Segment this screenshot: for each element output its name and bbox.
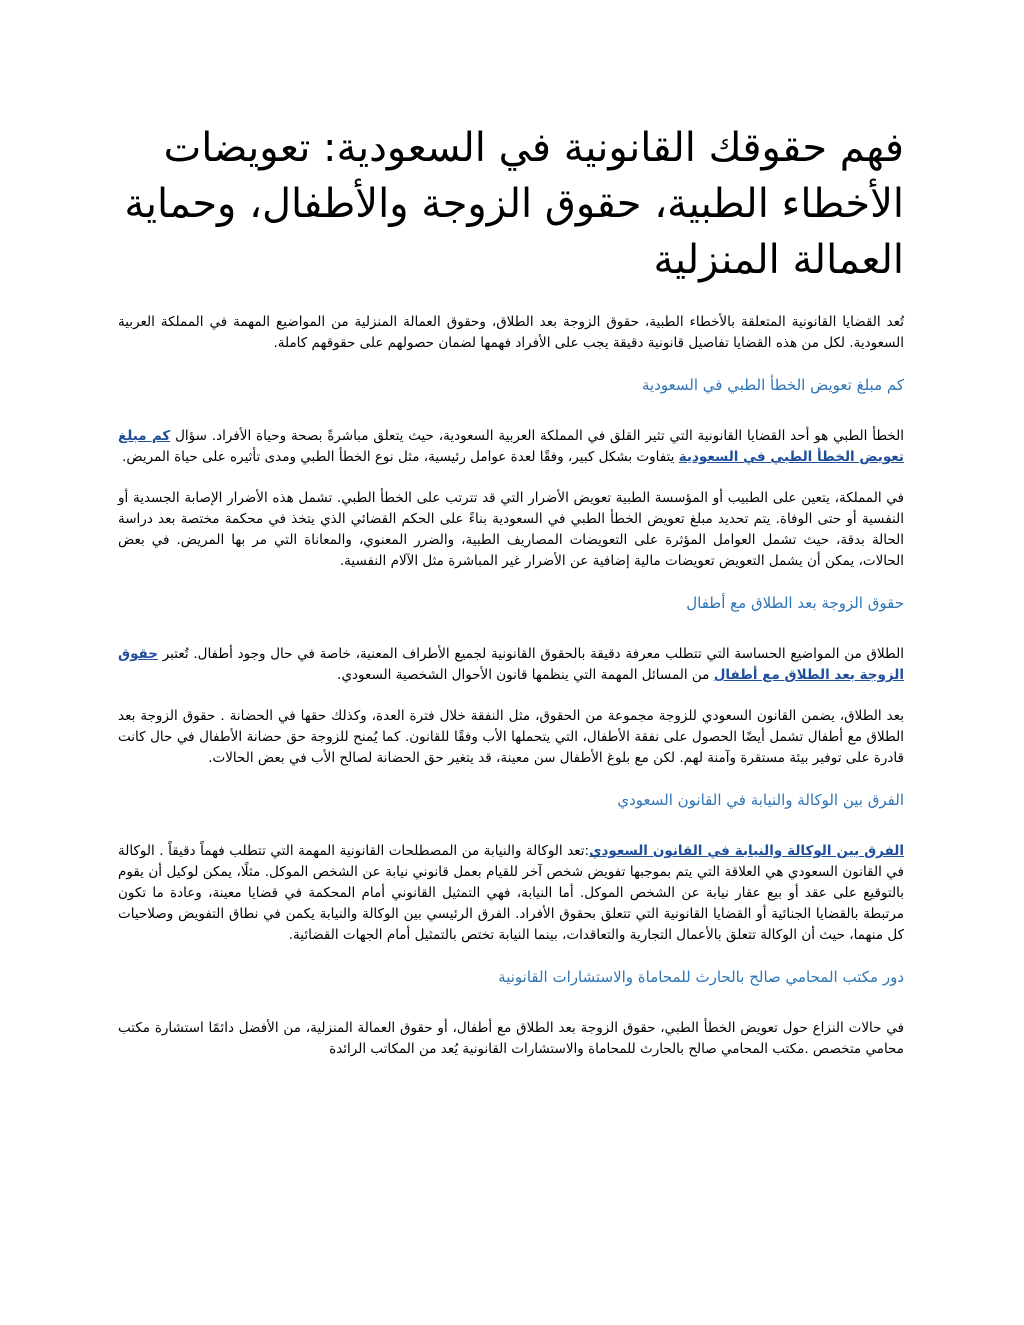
- section-paragraph: بعد الطلاق، يضمن القانون السعودي للزوجة مجموعة من الحقوق، مثل النفقة خلال فترة العدة، وكذلك حقها في الحضانة . حقوق الزوجة بعد الطلاق مع أطفال تشمل أيضًا الحصول على نفقة الأطفال، التي يتحملها الأب وفقًا للقانون. كما يُمنح للزوجة حق حضانة الأطفال في حال كانت قادرة على توفير بيئة مستقرة وآمنة لهم. لكن مع بلوغ الأطفال سن معينة، قد يتغير حق الحضانة لصالح الأب في بعض الحالات.: [118, 708, 904, 766]
- paragraph-text: :تعد الوكالة والنيابة من المصطلحات القانونية المهمة التي تتطلب فهماً دقيقاً . الوكالة في القانون السعودي هي العلاقة التي يتم بموجبها تفويض شخص آخر للقيام بعمل قانوني نيابة عن الشخص الموكل. مثلًا، يمكن لوكيل أن يقوم بالتوقيع على عقد أو بيع عقار نيابة عن الشخص الموكل. أما النيابة، فهي التمثيل القانوني أمام المحكمة في قضايا معينة، وعادة ما تكون مرتبطة بالقضايا الجنائية أو القضايا القانونية التي تتعلق بحقوق الأفراد. الفرق الرئيسي بين الوكالة والنيابة يكمن في نطاق التفويض وصلاحيات كل منهما، حيث أن الوكالة تتعلق بالأعمال التجارية والتعاقدات، بينما النيابة تختص بالتمثيل أمام الجهات القضائية.: [118, 843, 904, 943]
- link-medical-error-compensation[interactable]: كم مبلغ تعويض الخطأ الطبي في السعودية: [118, 428, 904, 465]
- section-heading-medical-error: كم مبلغ تعويض الخطأ الطبي في السعودية: [642, 376, 904, 394]
- section-heading-law-office: دور مكتب المحامي صالح بالحارث للمحاماة والاستشارات القانونية: [498, 968, 904, 986]
- section-heading-wife-rights: حقوق الزوجة بعد الطلاق مع أطفال: [686, 594, 904, 612]
- page-title: فهم حقوقك القانونية في السعودية: تعويضات الأخطاء الطبية، حقوق الزوجة والأطفال، وحماية العمالة المنزلية: [124, 125, 904, 283]
- section-paragraph: في حالات النزاع حول تعويض الخطأ الطبي، حقوق الزوجة بعد الطلاق مع أطفال، أو حقوق العمالة المنزلية، من الأفضل دائمًا استشارة مكتب محامي متخصص .مكتب المحامي صالح بالحارث للمحاماة والاستشارات القانونية يُعد من المكاتب الرائدة: [118, 1020, 904, 1057]
- section-paragraph: [118, 841, 904, 946]
- section-paragraph: [118, 426, 904, 468]
- link-wife-rights-after-divorce[interactable]: حقوق الزوجة بعد الطلاق مع أطفال: [118, 646, 904, 683]
- section-paragraph: [118, 644, 904, 686]
- paragraph-text: الطلاق من المواضيع الحساسة التي تتطلب معرفة دقيقة بالحقوق القانونية لجميع الأطراف المعنية، خاصة في حال وجود أطفال. تُعتبر: [157, 646, 904, 662]
- section-paragraph: في المملكة، يتعين على الطبيب أو المؤسسة الطبية تعويض الأضرار التي قد تترتب على الخطأ الطبي. تشمل هذه الأضرار الإصابة الجسدية أو النفسية أو حتى الوفاة. يتم تحديد مبلغ تعويض الخطأ الطبي في السعودية بناءً على الحكم القضائي الذي يتخذ في محكمة مختصة بعد دراسة الحالة بدقة، حيث تشمل العوامل المؤثرة على التعويضات المصاريف الطبية، والضرر المعنوي، والمعاناة التي مر بها المريض. في بعض الحالات، يمكن أن يشمل التعويض تعويضات مالية إضافية عن الأضرار غير المباشرة مثل الآلام النفسية.: [118, 490, 904, 569]
- link-agency-vs-representation[interactable]: الفرق بين الوكالة والنيابة في القانون السعودي: [589, 843, 904, 859]
- paragraph-text: من المسائل المهمة التي ينظمها قانون الأحوال الشخصية السعودي.: [337, 667, 714, 683]
- section-heading-agency-vs-representation: الفرق بين الوكالة والنيابة في القانون السعودي: [617, 791, 904, 809]
- paragraph-text: الخطأ الطبي هو أحد القضايا القانونية التي تثير القلق في المملكة العربية السعودية، حيث يتعلق مباشرةً بصحة وحياة الأفراد. سؤال: [170, 428, 904, 444]
- intro-paragraph: تُعد القضايا القانونية المتعلقة بالأخطاء الطبية، حقوق الزوجة بعد الطلاق، وحقوق العمالة المنزلية من المواضيع المهمة في المملكة العربية السعودية. لكل من هذه القضايا تفاصيل قانونية دقيقة يجب على الأفراد فهمها لضمان حصولهم على حقوقهم كاملة.: [118, 314, 904, 351]
- document-page: [118, 120, 904, 1080]
- paragraph-text: يتفاوت بشكل كبير، وفقًا لعدة عوامل رئيسية، مثل نوع الخطأ الطبي ومدى تأثيره على حياة المريض.: [122, 449, 679, 465]
